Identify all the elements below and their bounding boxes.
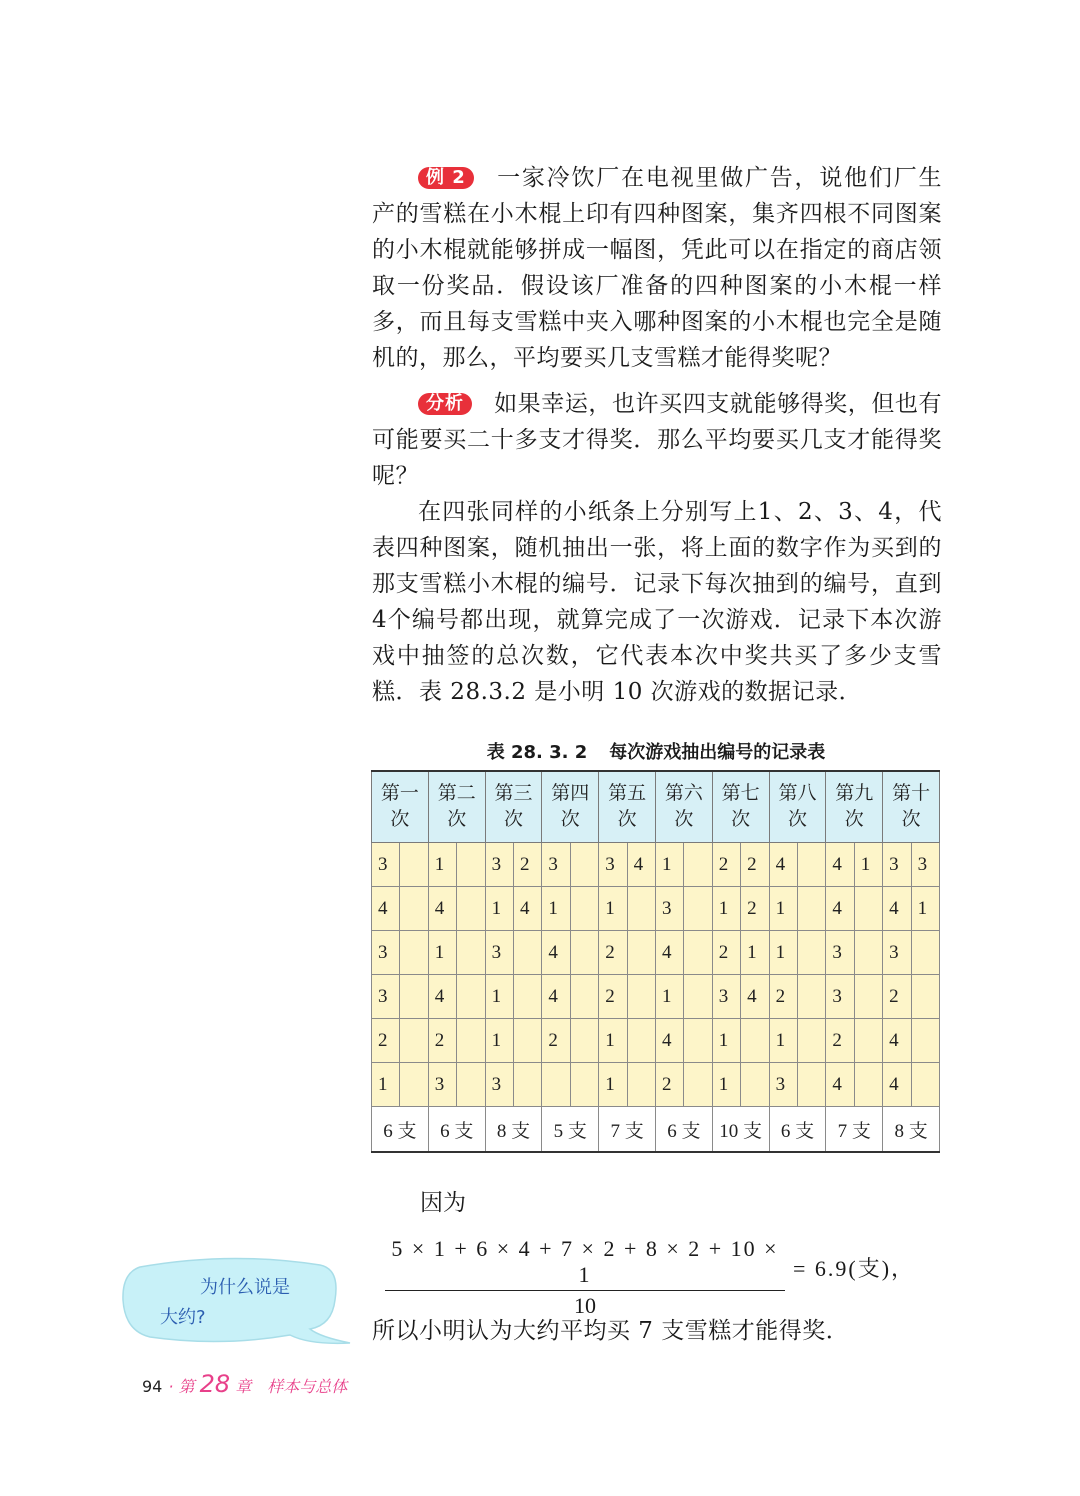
table-row bbox=[372, 975, 940, 1019]
table-cell bbox=[570, 887, 598, 931]
total-cell: 6 支 bbox=[769, 1107, 826, 1153]
table-cell: 4 bbox=[826, 1063, 854, 1107]
table-cell: 4 bbox=[826, 843, 854, 887]
table-cell: 1 bbox=[655, 843, 683, 887]
total-cell: 6 支 bbox=[655, 1107, 712, 1153]
table-cell: 1 bbox=[428, 843, 456, 887]
table-cell: 4 bbox=[627, 843, 655, 887]
table-cell bbox=[570, 1019, 598, 1063]
table-cell: 1 bbox=[712, 887, 740, 931]
total-cell: 10 支 bbox=[712, 1107, 769, 1153]
table-cell: 3 bbox=[372, 843, 400, 887]
table-cell bbox=[797, 887, 825, 931]
table-cell: 4 bbox=[826, 887, 854, 931]
table-cell: 4 bbox=[741, 975, 769, 1019]
table-cell bbox=[854, 1019, 882, 1063]
total-cell: 7 支 bbox=[599, 1107, 656, 1153]
table-cell bbox=[797, 975, 825, 1019]
record-table bbox=[371, 770, 940, 1153]
table-cell: 4 bbox=[883, 1063, 911, 1107]
table-cell: 2 bbox=[769, 975, 797, 1019]
table-cell: 4 bbox=[428, 887, 456, 931]
table-cell bbox=[400, 931, 428, 975]
example-text: 一家冷饮厂在电视里做广告，说他们厂生产的雪糕在小木棍上印有四种图案，集齐四根不同图案的小木棍就能够拼成一幅图，凭此可以在指定的商店领取一份奖品．假设该厂准备的四种图案的小木棍一样多，而且每支雪糕中夹入哪种图案的小木棍也完全是随机的，那么，平均要买几支雪糕才能得奖呢？ bbox=[372, 165, 942, 371]
conclusion-text: 所以小明认为大约平均买 7 支雪糕才能得奖． bbox=[372, 1318, 850, 1344]
analysis-badge: 分析 bbox=[418, 393, 472, 415]
table-cell bbox=[854, 887, 882, 931]
table-cell: 1 bbox=[372, 1063, 400, 1107]
table-cell bbox=[684, 931, 712, 975]
table-cell: 3 bbox=[372, 931, 400, 975]
table-header-cell: 第六次 bbox=[655, 771, 712, 843]
table-cell bbox=[627, 931, 655, 975]
table-cell bbox=[911, 975, 939, 1019]
table-cell bbox=[457, 843, 485, 887]
table-title: 每次游戏抽出编号的记录表 bbox=[609, 742, 826, 763]
example-badge: 例 2 bbox=[418, 167, 474, 189]
table-cell: 1 bbox=[655, 975, 683, 1019]
table-cell: 4 bbox=[428, 975, 456, 1019]
fraction-bar bbox=[385, 1290, 785, 1291]
table-cell: 3 bbox=[826, 975, 854, 1019]
total-cell: 6 支 bbox=[372, 1107, 429, 1153]
table-cell: 3 bbox=[485, 1063, 513, 1107]
chapter-label bbox=[168, 1370, 348, 1398]
table-cell bbox=[684, 1019, 712, 1063]
table-cell bbox=[911, 1063, 939, 1107]
table-cell: 3 bbox=[883, 843, 911, 887]
table-cell: 3 bbox=[883, 931, 911, 975]
totals-row bbox=[372, 1107, 940, 1153]
total-cell: 7 支 bbox=[826, 1107, 883, 1153]
table-cell bbox=[627, 1019, 655, 1063]
chapter-prefix: · 第 bbox=[168, 1377, 195, 1396]
table-cell bbox=[457, 975, 485, 1019]
table-cell: 4 bbox=[769, 843, 797, 887]
table-header-cell: 第八次 bbox=[769, 771, 826, 843]
table-cell: 3 bbox=[542, 843, 570, 887]
table-cell: 4 bbox=[655, 931, 683, 975]
table-cell bbox=[457, 887, 485, 931]
table-cell: 1 bbox=[485, 1019, 513, 1063]
table-cell: 4 bbox=[655, 1019, 683, 1063]
total-cell: 6 支 bbox=[428, 1107, 485, 1153]
table-cell: 1 bbox=[542, 887, 570, 931]
table-cell: 1 bbox=[599, 1019, 627, 1063]
table-cell: 2 bbox=[513, 843, 541, 887]
table-cell bbox=[911, 1019, 939, 1063]
formula-result: = 6.9(支)， bbox=[793, 1256, 916, 1281]
table-cell bbox=[570, 1063, 598, 1107]
table-cell: 2 bbox=[741, 887, 769, 931]
table-cell bbox=[854, 931, 882, 975]
table-row bbox=[372, 887, 940, 931]
chapter-number: 28 bbox=[199, 1370, 231, 1398]
table-cell: 1 bbox=[854, 843, 882, 887]
table-cell bbox=[400, 975, 428, 1019]
table-cell: 4 bbox=[372, 887, 400, 931]
table-header-cell: 第四次 bbox=[542, 771, 599, 843]
table-cell bbox=[542, 1063, 570, 1107]
table-cell: 2 bbox=[655, 1063, 683, 1107]
table-cell bbox=[684, 843, 712, 887]
table-cell: 3 bbox=[911, 843, 939, 887]
table-cell bbox=[513, 1063, 541, 1107]
because-text: 因为 bbox=[420, 1190, 466, 1216]
table-cell bbox=[684, 1063, 712, 1107]
table-header-cell: 第十次 bbox=[883, 771, 940, 843]
table-cell bbox=[513, 931, 541, 975]
table-row bbox=[372, 1063, 940, 1107]
table-cell: 3 bbox=[655, 887, 683, 931]
table-cell bbox=[400, 887, 428, 931]
fraction bbox=[385, 1236, 785, 1319]
table-cell: 3 bbox=[428, 1063, 456, 1107]
table-cell bbox=[457, 1019, 485, 1063]
table-cell bbox=[854, 975, 882, 1019]
table-cell bbox=[570, 975, 598, 1019]
page-number: 94 bbox=[142, 1377, 163, 1396]
table-row bbox=[372, 1019, 940, 1063]
table-cell: 4 bbox=[542, 931, 570, 975]
table-cell: 4 bbox=[883, 887, 911, 931]
total-cell: 8 支 bbox=[485, 1107, 542, 1153]
main-content bbox=[372, 160, 942, 710]
table-cell bbox=[570, 843, 598, 887]
table-cell bbox=[400, 1019, 428, 1063]
table-cell: 1 bbox=[428, 931, 456, 975]
table-cell: 2 bbox=[372, 1019, 400, 1063]
table-cell: 2 bbox=[712, 931, 740, 975]
table-cell bbox=[627, 887, 655, 931]
table-cell bbox=[457, 1063, 485, 1107]
table-cell: 4 bbox=[513, 887, 541, 931]
table-cell bbox=[741, 1063, 769, 1107]
table-cell: 3 bbox=[485, 843, 513, 887]
table-cell bbox=[513, 1019, 541, 1063]
total-cell: 8 支 bbox=[883, 1107, 940, 1153]
table-cell bbox=[797, 843, 825, 887]
total-cell: 5 支 bbox=[542, 1107, 599, 1153]
fraction-denominator: 10 bbox=[574, 1293, 596, 1318]
table-number: 表 28. 3. 2 bbox=[486, 742, 588, 763]
table-header-cell: 第五次 bbox=[599, 771, 656, 843]
table-header-cell: 第三次 bbox=[485, 771, 542, 843]
thought-bubble bbox=[120, 1255, 335, 1345]
table-cell: 2 bbox=[826, 1019, 854, 1063]
chapter-title: 章 样本与总体 bbox=[235, 1377, 348, 1396]
table-cell: 1 bbox=[769, 1019, 797, 1063]
table-cell: 1 bbox=[599, 887, 627, 931]
table-header-cell: 第二次 bbox=[428, 771, 485, 843]
table-cell: 1 bbox=[741, 931, 769, 975]
table-cell: 2 bbox=[542, 1019, 570, 1063]
table-cell bbox=[854, 1063, 882, 1107]
bubble-text bbox=[160, 1273, 330, 1333]
table-cell: 1 bbox=[485, 887, 513, 931]
table-row bbox=[372, 931, 940, 975]
table-caption bbox=[372, 738, 940, 764]
table-cell: 1 bbox=[712, 1063, 740, 1107]
table-cell: 1 bbox=[599, 1063, 627, 1107]
fraction-numerator: 5 × 1 + 6 × 4 + 7 × 2 + 8 × 2 + 10 × 1 bbox=[391, 1236, 779, 1287]
table-cell bbox=[684, 887, 712, 931]
table-cell: 3 bbox=[769, 1063, 797, 1107]
analysis-text: 如果幸运，也许买四支就能够得奖，但也有可能要买二十多支才得奖．那么平均要买几支才能得奖呢？ bbox=[372, 391, 942, 489]
bubble-line-2: 大约? bbox=[160, 1307, 206, 1328]
table-cell bbox=[797, 1063, 825, 1107]
table-cell bbox=[570, 931, 598, 975]
table-cell bbox=[513, 975, 541, 1019]
table-cell: 1 bbox=[712, 1019, 740, 1063]
table-cell bbox=[741, 1019, 769, 1063]
table-cell: 3 bbox=[712, 975, 740, 1019]
table-cell: 3 bbox=[599, 843, 627, 887]
bubble-line-1: 为什么说是 bbox=[200, 1277, 290, 1298]
average-formula bbox=[385, 1236, 945, 1318]
table-cell: 1 bbox=[769, 931, 797, 975]
table-cell bbox=[457, 931, 485, 975]
table-cell: 3 bbox=[372, 975, 400, 1019]
analysis-paragraph bbox=[372, 386, 942, 494]
table-cell: 3 bbox=[485, 931, 513, 975]
table-cell bbox=[911, 931, 939, 975]
table-header-cell: 第七次 bbox=[712, 771, 769, 843]
table-cell bbox=[400, 843, 428, 887]
table-cell: 2 bbox=[599, 975, 627, 1019]
table-cell: 1 bbox=[485, 975, 513, 1019]
table-header-cell: 第一次 bbox=[372, 771, 429, 843]
page-footer bbox=[142, 1370, 347, 1398]
table-cell: 4 bbox=[883, 1019, 911, 1063]
table-cell: 2 bbox=[428, 1019, 456, 1063]
table-header-cell: 第九次 bbox=[826, 771, 883, 843]
table-cell bbox=[797, 1019, 825, 1063]
table-cell bbox=[797, 931, 825, 975]
table-cell: 2 bbox=[741, 843, 769, 887]
table-cell: 3 bbox=[826, 931, 854, 975]
table-cell: 1 bbox=[911, 887, 939, 931]
table-cell bbox=[627, 975, 655, 1019]
table-cell bbox=[684, 975, 712, 1019]
table-cell: 2 bbox=[883, 975, 911, 1019]
method-paragraph: 在四张同样的小纸条上分别写上1、2、3、4，代表四种图案，随机抽出一张，将上面的数字作为买到的那支雪糕小木棍的编号．记录下每次抽到的编号，直到4个编号都出现，就算完成了一次游戏．记录下本次游戏中抽签的总次数，它代表本次中奖共买了多少支雪糕．表 28.3.2 是小明 10 次游戏的数据记录． bbox=[372, 499, 942, 705]
table-cell: 1 bbox=[769, 887, 797, 931]
table-cell bbox=[627, 1063, 655, 1107]
table-cell: 4 bbox=[542, 975, 570, 1019]
table-cell bbox=[400, 1063, 428, 1107]
table-cell: 2 bbox=[712, 843, 740, 887]
example-paragraph bbox=[372, 160, 942, 376]
table-row bbox=[372, 843, 940, 887]
table-cell: 2 bbox=[599, 931, 627, 975]
